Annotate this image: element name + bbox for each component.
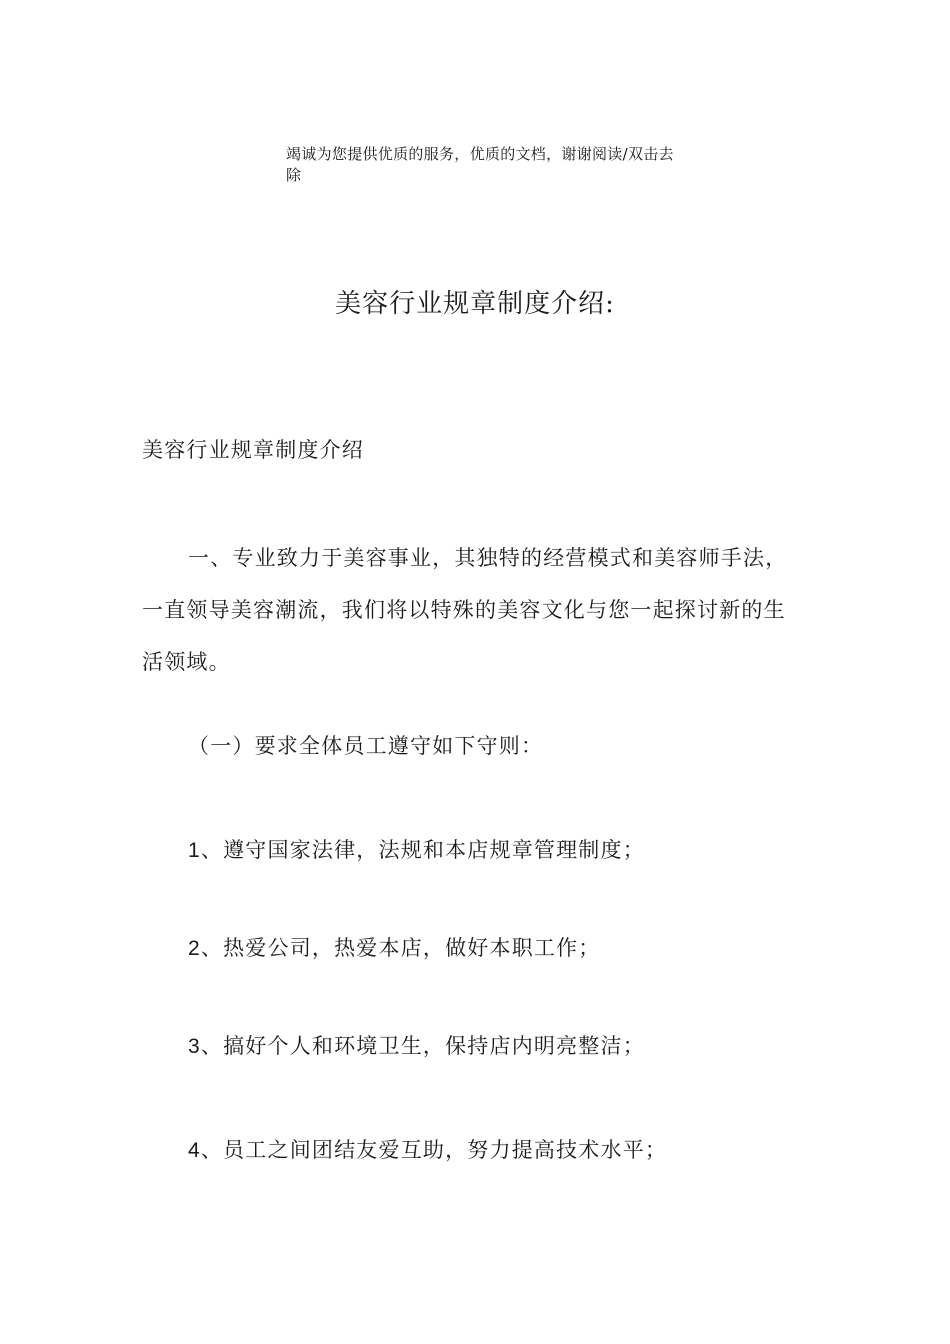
rule-item-4 bbox=[188, 1134, 667, 1167]
rule-text: 、热爱公司，热爱本店，做好本职工作； bbox=[200, 936, 601, 960]
paragraph-intro: 一、专业致力于美容事业，其独特的经营模式和美容师手法，一直领导美容潮流，我们将以特殊的美容文化与您一起探讨新的生活领域。 bbox=[142, 546, 788, 674]
rule-item-2 bbox=[188, 932, 601, 965]
document-title: 美容行业规章制度介绍: bbox=[335, 289, 615, 319]
rule-item-1 bbox=[188, 834, 645, 867]
header-notice bbox=[286, 144, 726, 186]
section-heading: （一）要求全体员工遵守如下守则： bbox=[188, 734, 544, 758]
document-subtitle: 美容行业规章制度介绍 bbox=[142, 438, 364, 462]
rule-number: 3 bbox=[188, 1035, 201, 1058]
rule-text: 、遵守国家法律，法规和本店规章管理制度； bbox=[200, 838, 645, 862]
rule-item-3 bbox=[188, 1030, 645, 1063]
rule-number: 1 bbox=[188, 839, 201, 862]
rule-text: 、搞好个人和环境卫生，保持店内明亮整洁； bbox=[200, 1034, 645, 1058]
rule-number: 4 bbox=[188, 1139, 201, 1162]
rule-number: 2 bbox=[188, 937, 201, 960]
header-notice-line-2: 除 bbox=[286, 166, 302, 184]
rule-text: 、员工之间团结友爱互助，努力提高技术水平； bbox=[200, 1138, 668, 1162]
header-notice-line-1: 竭诚为您提供优质的服务，优质的文档，谢谢阅读/双击去 bbox=[286, 145, 674, 163]
